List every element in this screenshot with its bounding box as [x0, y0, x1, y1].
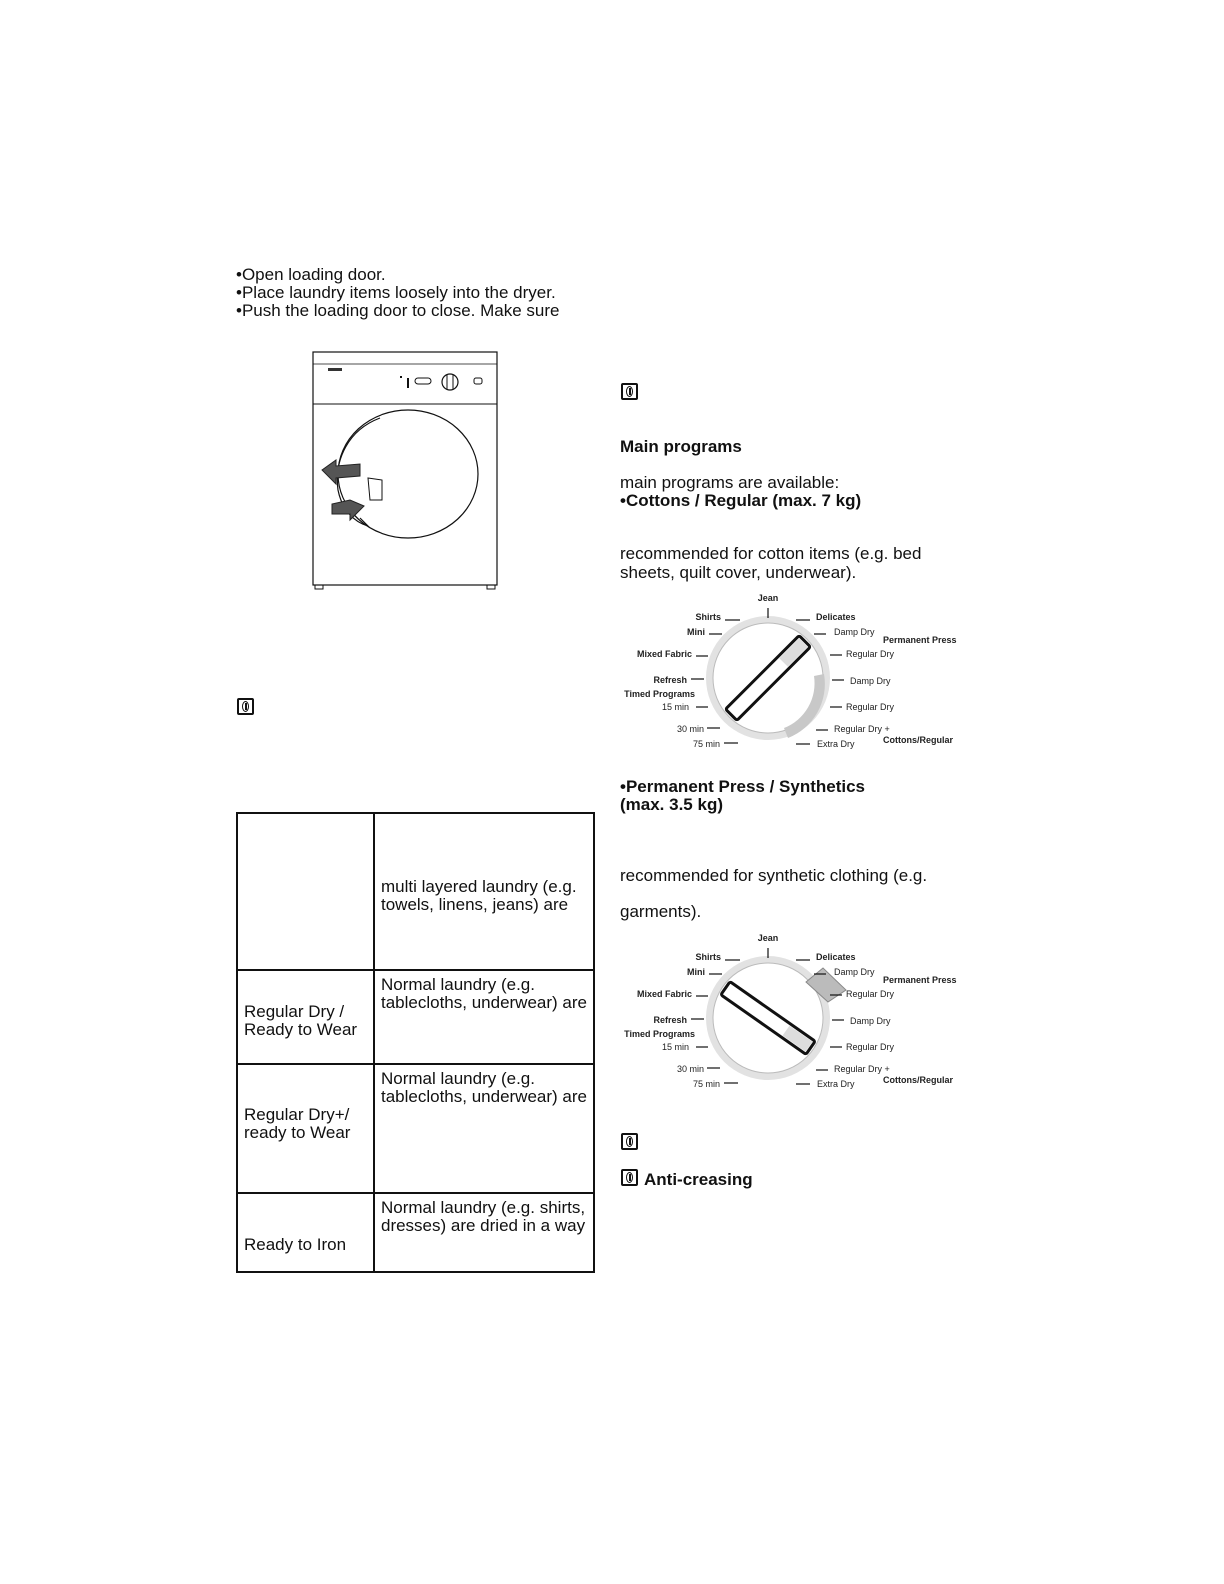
instruction-open-door: •Open loading door.: [236, 265, 386, 284]
permanent-press-description-line: garments).: [620, 902, 702, 921]
dial-label-extra-dry: Extra Dry: [817, 1079, 855, 1089]
dial-label-mixed-fabric: Mixed Fabric: [636, 649, 692, 659]
brand-logo: [328, 368, 342, 371]
info-icon: [621, 1169, 638, 1186]
main-programs-heading: Main programs: [620, 437, 742, 456]
dial-label-regular-dry: Regular Dry: [846, 702, 895, 712]
dial-label-damp-dry: Damp Dry: [834, 627, 875, 637]
dryer-illustration: [310, 350, 502, 592]
dial-label-shirts: Shirts: [695, 612, 721, 622]
dial-label-extra-dry: Extra Dry: [817, 739, 855, 749]
dial-label-mini: Mini: [687, 967, 705, 977]
dial-label-delicates: Delicates: [816, 952, 856, 962]
program-dial-cottons: [618, 590, 963, 755]
table-row: [237, 1064, 594, 1193]
table-row: [237, 813, 594, 970]
dial-label-mixed-fabric: Mixed Fabric: [636, 989, 692, 999]
dial-label-cottons-regular: Cottons/Regular: [883, 1075, 954, 1085]
dial-label-permanent-press: Permanent Press: [883, 975, 957, 985]
info-icon: [621, 383, 638, 400]
permanent-press-heading: (max. 3.5 kg): [620, 795, 723, 814]
dial-label-regular-dry: Regular Dry: [846, 989, 895, 999]
table-cell-description: Normal laundry (e.g. tablecloths, underwear) are: [374, 970, 594, 1064]
dial-label-30-min: 30 min: [676, 1064, 704, 1074]
instruction-place-laundry: •Place laundry items loosely into the dryer.: [236, 283, 556, 302]
dial-label-regular-dry: Regular Dry: [846, 1042, 895, 1052]
dial-label-jean: Jean: [757, 933, 779, 943]
permanent-press-description-line: recommended for synthetic clothing (e.g.: [620, 866, 928, 885]
anti-creasing-heading: Anti-creasing: [644, 1170, 753, 1189]
dial-label-timed-programs: Timed Programs: [624, 689, 695, 699]
program-dial-permanent-press: [618, 930, 963, 1095]
dial-label-refresh: Refresh: [653, 675, 687, 685]
dial-label-damp-dry: Damp Dry: [850, 1016, 891, 1026]
table-cell-label: [237, 813, 374, 970]
dial-label-15-min: 15 min: [661, 702, 689, 712]
dial-label-shirts: Shirts: [695, 952, 721, 962]
table-cell-description: Normal laundry (e.g. tablecloths, underwear) are: [374, 1064, 594, 1193]
instruction-close-door: •Push the loading door to close. Make sure: [236, 301, 560, 320]
dial-label-15-min: 15 min: [661, 1042, 689, 1052]
drying-levels-table: [236, 812, 595, 1273]
dial-label-regular-dry-plus: Regular Dry +: [834, 1064, 890, 1074]
cottons-heading: •Cottons / Regular (max. 7 kg): [620, 491, 862, 510]
table-cell-label: Regular Dry+/ ready to Wear: [237, 1064, 374, 1193]
dial-label-delicates: Delicates: [816, 612, 856, 622]
info-icon: [237, 698, 254, 715]
permanent-press-heading: •Permanent Press / Synthetics: [620, 777, 865, 796]
dial-label-30-min: 30 min: [676, 724, 704, 734]
main-programs-intro: main programs are available:: [620, 473, 840, 492]
dial-label-cottons-regular: Cottons/Regular: [883, 735, 954, 745]
dial-label-jean: Jean: [757, 593, 779, 603]
dial-label-75-min: 75 min: [692, 739, 720, 749]
cottons-description-line: sheets, quilt cover, underwear).: [620, 563, 857, 582]
info-icon: [621, 1133, 638, 1150]
dial-label-timed-programs: Timed Programs: [624, 1029, 695, 1039]
dial-label-75-min: 75 min: [692, 1079, 720, 1089]
cottons-description-line: recommended for cotton items (e.g. bed: [620, 544, 922, 563]
dial-label-regular-dry: Regular Dry: [846, 649, 895, 659]
dial-label-damp-dry: Damp Dry: [834, 967, 875, 977]
dial-label-damp-dry: Damp Dry: [850, 676, 891, 686]
table-cell-label: Ready to Iron: [237, 1193, 374, 1272]
dial-label-permanent-press: Permanent Press: [883, 635, 957, 645]
table-row: [237, 1193, 594, 1272]
dial-label-mini: Mini: [687, 627, 705, 637]
table-cell-description: Normal laundry (e.g. shirts, dresses) are dried in a way: [374, 1193, 594, 1272]
table-row: [237, 970, 594, 1064]
table-cell-description: multi layered laundry (e.g. towels, linens, jeans) are: [374, 813, 594, 970]
table-cell-label: Regular Dry / Ready to Wear: [237, 970, 374, 1064]
dial-label-regular-dry-plus: Regular Dry +: [834, 724, 890, 734]
dial-label-refresh: Refresh: [653, 1015, 687, 1025]
